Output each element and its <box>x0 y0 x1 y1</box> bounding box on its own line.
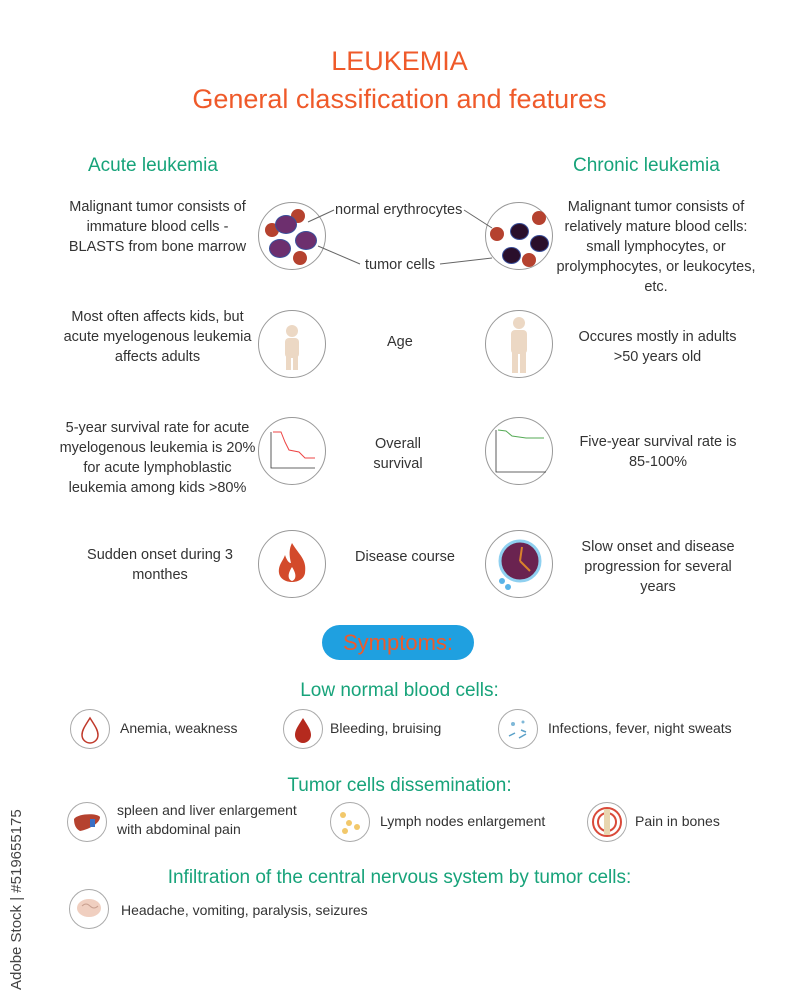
chronic-survival-text: Five-year survival rate is 85-100% <box>579 434 737 470</box>
chronic-age-text: Occures mostly in adults >50 years old <box>578 329 737 365</box>
adult-icon <box>485 310 553 378</box>
survival-label: Overall survival <box>373 436 423 472</box>
symptom-infections: Infections, fever, night sweats <box>548 720 732 736</box>
microbes-icon <box>498 709 538 749</box>
acute-cells-text: Malignant tumor consists of immature blood cells - BLASTS from bone marrow <box>68 199 247 255</box>
brain-icon <box>69 889 109 929</box>
title: LEUKEMIA <box>331 46 468 76</box>
acute-heading: Acute leukemia <box>88 155 218 176</box>
child-icon <box>258 310 326 378</box>
acute-survival-curve-icon <box>258 417 326 485</box>
acute-age-text: Most often affects kids, but acute myelogenous leukemia affects adults <box>63 309 252 365</box>
erythrocytes-label: normal erythrocytes <box>335 202 463 218</box>
chronic-course-text: Slow onset and disease progression for several years <box>581 539 735 595</box>
acute-course-text: Sudden onset during 3 monthes <box>87 547 233 583</box>
age-label: Age <box>387 334 413 350</box>
subtitle: General classification and features <box>192 84 607 114</box>
tumor-cells-label: tumor cells <box>365 257 436 273</box>
course-label: Disease course <box>355 549 455 565</box>
lymph-nodes-icon <box>330 802 370 842</box>
blood-drop-outline-icon <box>70 709 110 749</box>
bone-pain-icon <box>587 802 627 842</box>
symptoms-badge: Symptoms: <box>322 625 474 660</box>
clock-icon <box>485 530 553 598</box>
acute-survival-text: 5-year survival rate for acute myelogenous leukemia is 20% for acute lymphoblastic leukemia among kids >80% <box>59 420 256 496</box>
watermark: Adobe Stock | #519655175 <box>8 809 25 990</box>
cns-heading: Infiltration of the central nervous system by tumor cells: <box>167 867 632 888</box>
chronic-heading: Chronic leukemia <box>573 155 720 176</box>
liver-icon <box>67 802 107 842</box>
symptom-spleen-liver: spleen and liver enlargement with abdominal pain <box>117 802 297 837</box>
dissemination-heading: Tumor cells dissemination: <box>287 775 512 796</box>
symptom-bleeding: Bleeding, bruising <box>330 720 442 736</box>
chronic-survival-curve-icon <box>485 417 553 485</box>
symptom-cns: Headache, vomiting, paralysis, seizures <box>121 902 368 918</box>
low-cells-heading: Low normal blood cells: <box>300 680 499 701</box>
symptom-lymph: Lymph nodes enlargement <box>380 813 546 829</box>
symptom-bone-pain: Pain in bones <box>635 813 720 829</box>
chronic-cells-text: Malignant tumor consists of relatively mature blood cells: small lymphocytes, or prolymphocytes, or leukocytes, etc. <box>556 199 756 295</box>
fire-icon <box>258 530 326 598</box>
symptom-anemia: Anemia, weakness <box>120 720 238 736</box>
blood-drop-icon <box>283 709 323 749</box>
